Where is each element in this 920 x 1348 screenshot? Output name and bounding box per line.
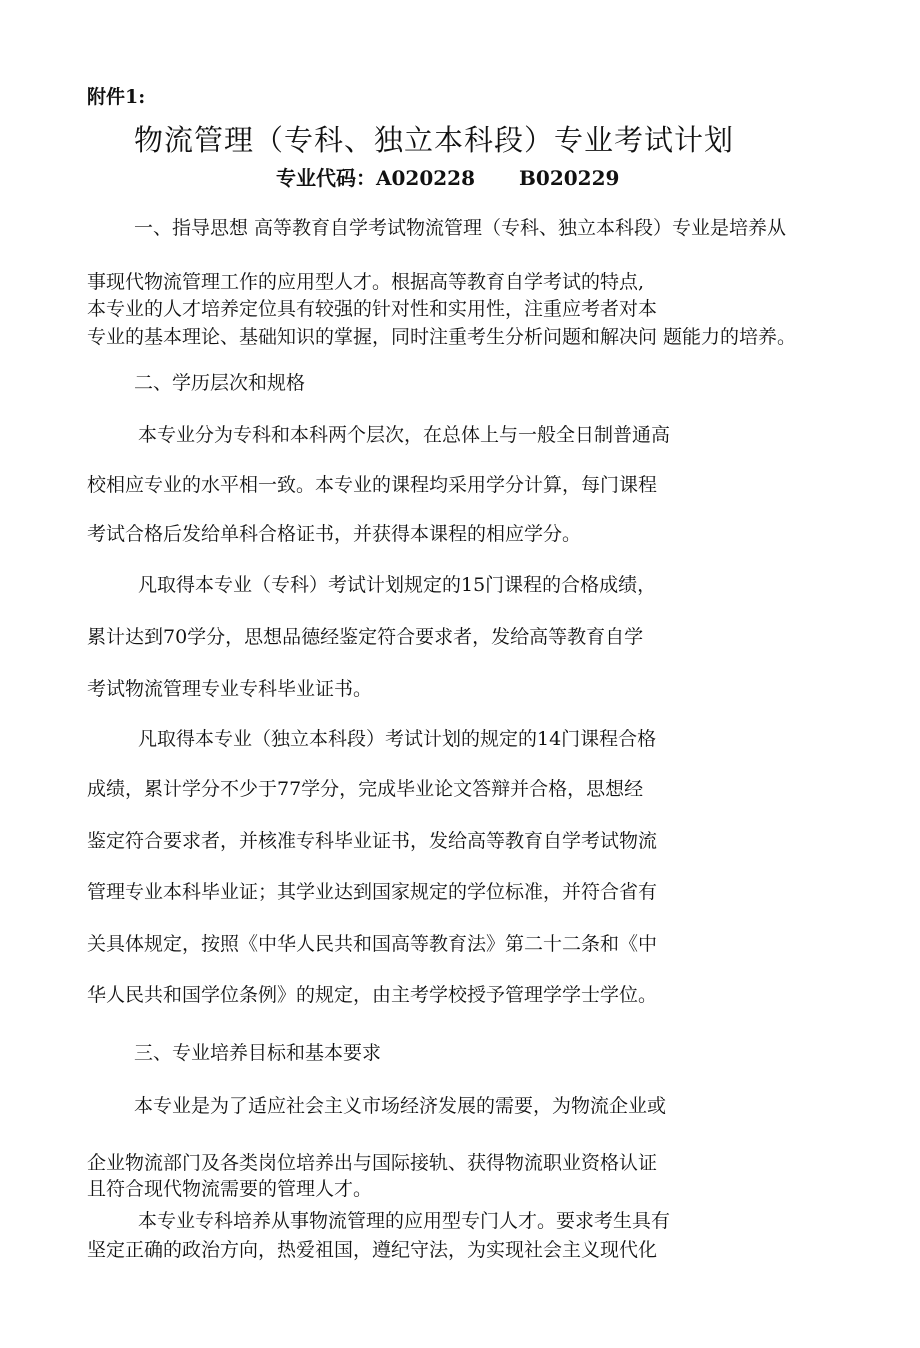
paragraph-line: 成绩，累计学分不少于77学分，完成毕业论文答辩并合格，思想经 (87, 778, 644, 800)
major-code-primary: 专业代码：A020228 (276, 166, 476, 190)
paragraph-line: 且符合现代物流需要的管理人才。 (87, 1178, 373, 1200)
paragraph-line: 本专业的人才培养定位具有较强的针对性和实用性，注重应考者对本 (87, 298, 658, 320)
major-code-secondary: B020229 (519, 166, 620, 190)
paragraph-line: 专业的基本理论、基础知识的掌握，同时注重考生分析问题和解决问 题能力的培养。 (87, 326, 797, 348)
paragraph-line: 鉴定符合要求者，并核准专科毕业证书，发给高等教育自学考试物流 (87, 830, 658, 852)
paragraph-line: 华人民共和国学位条例》的规定，由主考学校授予管理学学士学位。 (87, 984, 658, 1006)
paragraph-line: 坚定正确的政治方向，热爱祖国，遵纪守法，为实现社会主义现代化 (87, 1239, 658, 1261)
paragraph-line: 事现代物流管理工作的应用型人才。根据高等教育自学考试的特点, (87, 271, 645, 293)
paragraph-line: 本专业分为专科和本科两个层次，在总体上与一般全日制普通高 (138, 424, 671, 446)
section-2-heading: 二、学历层次和规格 (134, 372, 306, 394)
paragraph-line: 累计达到70学分，思想品德经鉴定符合要求者，发给高等教育自学 (87, 626, 644, 648)
paragraph-line: 考试物流管理专业专科毕业证书。 (87, 678, 373, 700)
paragraph-line: 凡取得本专业（独立本科段）考试计划的规定的14门课程合格 (138, 728, 657, 750)
major-code (276, 166, 619, 190)
paragraph-line: 本专业专科培养从事物流管理的应用型专门人才。要求考生具有 (138, 1210, 671, 1232)
paragraph-line: 管理专业本科毕业证；其学业达到国家规定的学位标准，并符合省有 (87, 881, 658, 903)
paragraph-line: 凡取得本专业（专科）考试计划规定的15门课程的合格成绩， (138, 574, 657, 596)
section-1-heading: 一、指导思想 高等教育自学考试物流管理（专科、独立本科段）专业是培养从 (134, 217, 787, 239)
paragraph-line: 关具体规定，按照《中华人民共和国高等教育法》第二十二条和《中 (87, 933, 658, 955)
attachment-label: 附件1: (87, 86, 146, 108)
paragraph-line: 企业物流部门及各类岗位培养出与国际接轨、获得物流职业资格认证 (87, 1152, 658, 1174)
paragraph-line: 校相应专业的水平相一致。本专业的课程均采用学分计算，每门课程 (87, 474, 658, 496)
section-3-heading: 三、专业培养目标和基本要求 (134, 1042, 382, 1064)
page-title: 物流管理（专科、独立本科段）专业考试计划 (134, 123, 735, 157)
paragraph-line: 本专业是为了适应社会主义市场经济发展的需要，为物流企业或 (134, 1095, 667, 1117)
paragraph-line: 考试合格后发给单科合格证书，并获得本课程的相应学分。 (87, 523, 582, 545)
